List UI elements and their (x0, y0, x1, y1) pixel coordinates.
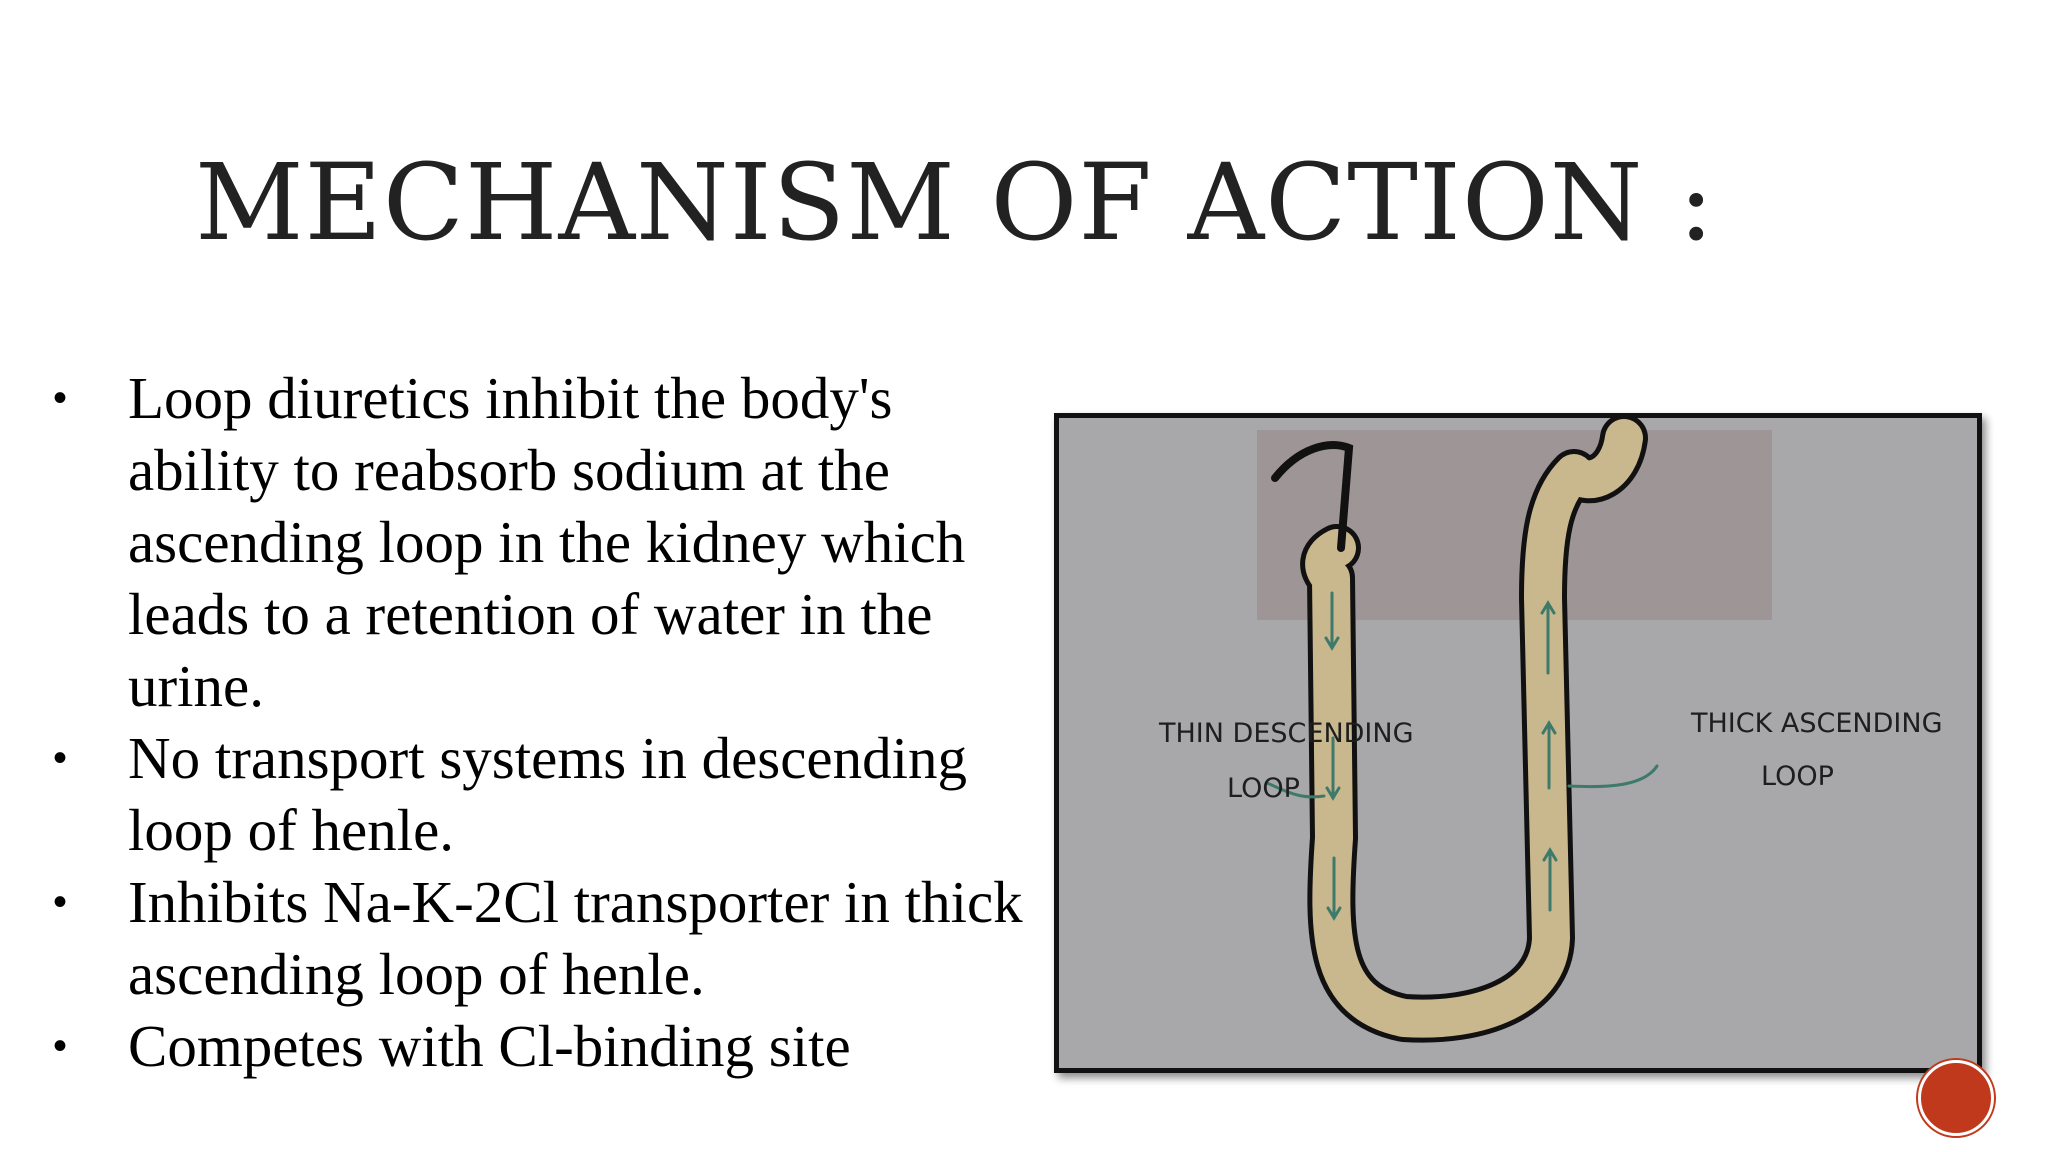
bullet-item (50, 362, 1050, 722)
bullet-text: Competes with Cl-binding site (128, 1013, 851, 1079)
label-thick-ascending-loop (1761, 761, 1834, 792)
label-thin-descending-loop (1227, 773, 1300, 804)
label-thin-descending-line2: LOOP (1227, 773, 1300, 804)
bullet-dot: • (52, 880, 67, 924)
label-thick-ascending (1691, 708, 1943, 739)
slide-nav-button[interactable] (1918, 1060, 1994, 1136)
bullet-dot: • (52, 736, 67, 780)
label-thin-descending-line1: THIN DESCENDING (1159, 718, 1414, 749)
bullet-text: Inhibits Na-K-2Cl transporter in thick ascending loop of henle. (128, 869, 1023, 1007)
pointer-line-right (1569, 766, 1657, 787)
loop-of-henle-figure (1054, 413, 1982, 1073)
bullet-item (50, 866, 1050, 1010)
bullet-text: No transport systems in descending loop of henle. (128, 725, 967, 863)
slide-title: MECHANISM OF ACTION : (195, 141, 1715, 264)
bullet-dot: • (52, 1024, 67, 1068)
label-thick-ascending-line2: LOOP (1761, 761, 1834, 792)
label-thin-descending (1159, 718, 1414, 749)
bullet-list (50, 362, 1050, 1082)
bullet-dot: • (52, 376, 67, 420)
bullet-item (50, 1010, 1050, 1082)
bullet-item (50, 722, 1050, 866)
bullet-text: Loop diuretics inhibit the body's ability to reabsorb sodium at the ascending loop in the kidney which leads to a retention of water in the urine. (128, 365, 966, 719)
label-thick-ascending-line1: THICK ASCENDING (1691, 708, 1943, 739)
